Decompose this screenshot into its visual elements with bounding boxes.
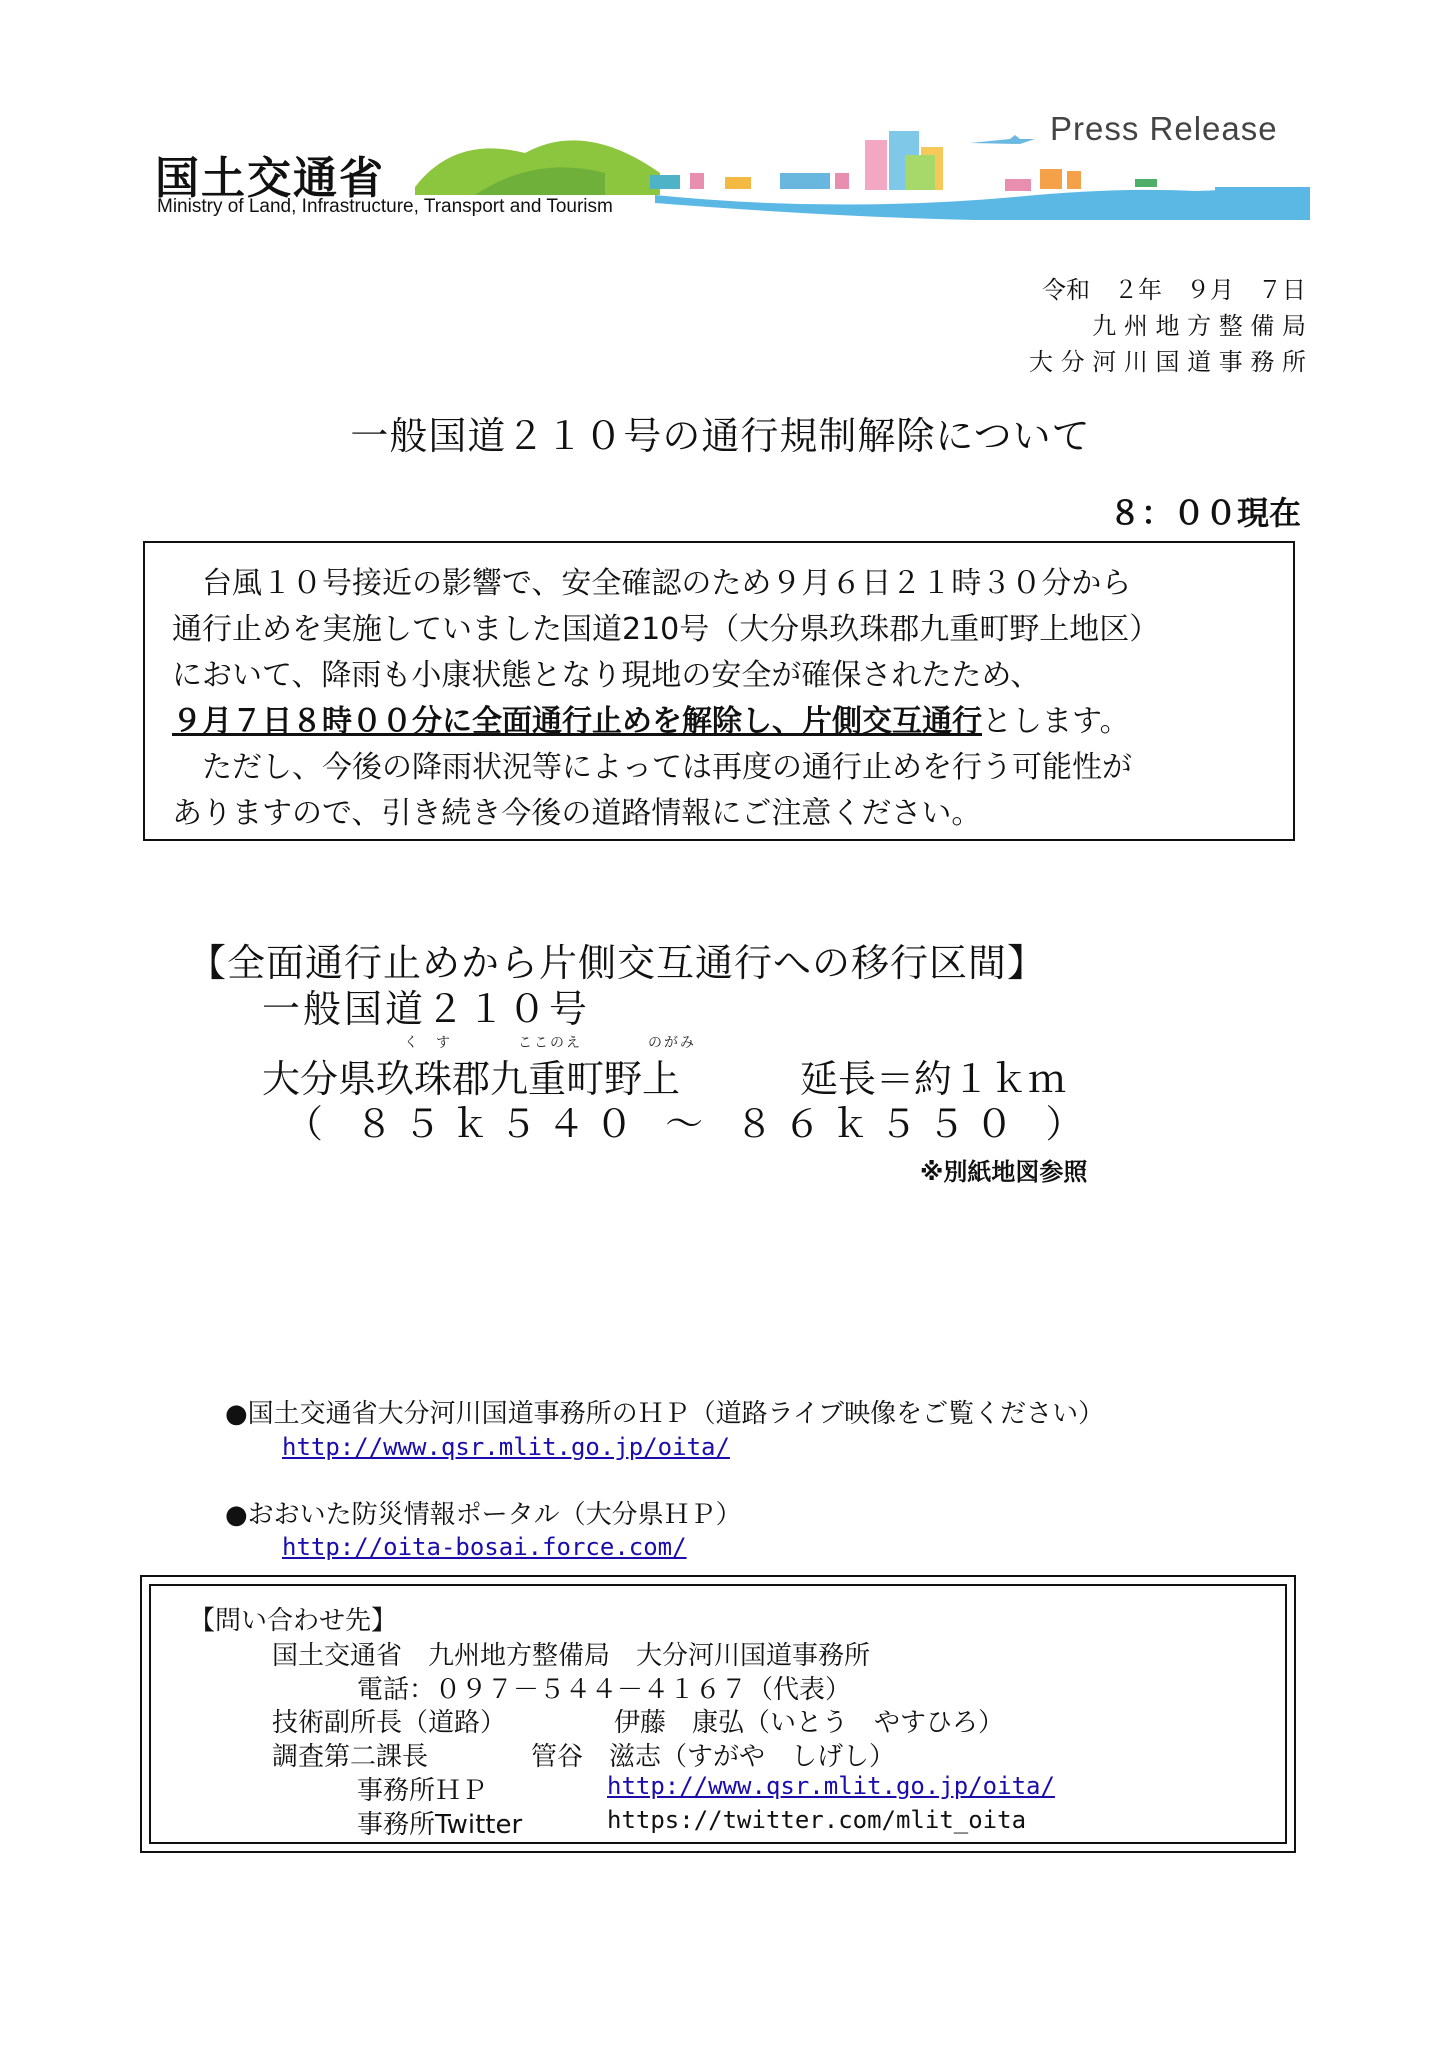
office-name: 大 分 河 川 国 道 事 務 所 — [1028, 348, 1306, 376]
date-block — [1029, 272, 1306, 380]
ministry-logo-text: 国土交通省 — [155, 153, 385, 204]
notice-line: ありますので、引き続き今後の道路情報にご注意ください。 — [172, 796, 982, 831]
link-title-bosai-portal: ●おおいた防災情報ポータル（大分県ＨＰ） — [225, 1500, 742, 1530]
map-reference-note: ※別紙地図参照 — [920, 1158, 1088, 1186]
notice-line — [172, 699, 1269, 745]
ruby-kokonoe: ここのえ — [518, 1035, 582, 1051]
contact-organization: 国土交通省 九州地方整備局 大分河川国道事務所 — [272, 1641, 871, 1671]
contact-twitter-label: 事務所Twitter — [357, 1810, 523, 1840]
bureau-name: 九 州 地 方 整 備 局 — [1092, 312, 1306, 340]
header-landscape-illustration — [415, 125, 1310, 220]
notice-line: ただし、今後の降雨状況等によっては再度の通行止めを行う可能性が — [172, 750, 1132, 785]
contact-person1-role: 技術副所長（道路） — [272, 1708, 507, 1738]
notice-line: 台風１０号接近の影響で、安全確認のため９月６日２１時３０分から — [172, 566, 1132, 601]
link-bosai-portal[interactable]: http://oita-bosai.force.com/ — [282, 1533, 687, 1561]
contact-hp-link[interactable]: http://www.qsr.mlit.go.jp/oita/ — [607, 1772, 1055, 1800]
section-heading: 【全面通行止めから片側交互通行への移行区間】 — [188, 941, 1047, 985]
kilometer-range: （ ８５ｋ５４０ ～ ８６ｋ５５０ ） — [285, 1102, 1094, 1146]
contact-inner-frame — [149, 1584, 1287, 1844]
contact-person1-name: 伊藤 康弘（いとう やすひろ） — [614, 1708, 1005, 1738]
notice-line-rest: とします。 — [982, 704, 1130, 739]
road-name: 一般国道２１０号 — [262, 987, 591, 1031]
press-release-label: Press Release — [1050, 110, 1278, 147]
as-of-time: ８：００現在 — [1108, 494, 1301, 532]
contact-person2-role: 調査第二課長 — [272, 1742, 429, 1772]
contact-heading: 【問い合わせ先】 — [189, 1606, 398, 1636]
notice-emphasis: ９月７日８時００分に全面通行止めを解除し、片側交互通行 — [172, 704, 982, 739]
notice-line: において、降雨も小康状態となり現地の安全が確保されたため、 — [172, 658, 1041, 693]
contact-hp-label: 事務所ＨＰ — [357, 1776, 488, 1806]
contact-twitter-url: https://twitter.com/mlit_oita — [607, 1806, 1027, 1834]
notice-box — [143, 541, 1295, 841]
release-date: 令和 ２年 ９月 ７日 — [1042, 276, 1306, 304]
ruby-nogami: のがみ — [648, 1035, 696, 1051]
link-title-office-hp: ●国土交通省大分河川国道事務所のＨＰ（道路ライブ映像をご覧ください） — [225, 1399, 1105, 1429]
notice-line: 通行止めを実施していました国道210号（大分県玖珠郡九重町野上地区） — [172, 612, 1160, 647]
contact-phone: 電話：０９７－５４４－４１６７（代表） — [357, 1675, 852, 1705]
link-office-hp[interactable]: http://www.qsr.mlit.go.jp/oita/ — [282, 1433, 730, 1461]
document-title: 一般国道２１０号の通行規制解除について — [350, 414, 1091, 458]
contact-box — [140, 1575, 1296, 1853]
ministry-english-name: Ministry of Land, Infrastructure, Transport and Tourism — [157, 196, 613, 217]
ruby-kusu: く す — [404, 1035, 452, 1051]
section-length: 延長＝約１ｋｍ — [800, 1057, 1067, 1101]
section-location: 大分県玖珠郡九重町野上 — [262, 1057, 681, 1101]
contact-person2-name: 管谷 滋志（すがや しげし） — [531, 1742, 896, 1772]
